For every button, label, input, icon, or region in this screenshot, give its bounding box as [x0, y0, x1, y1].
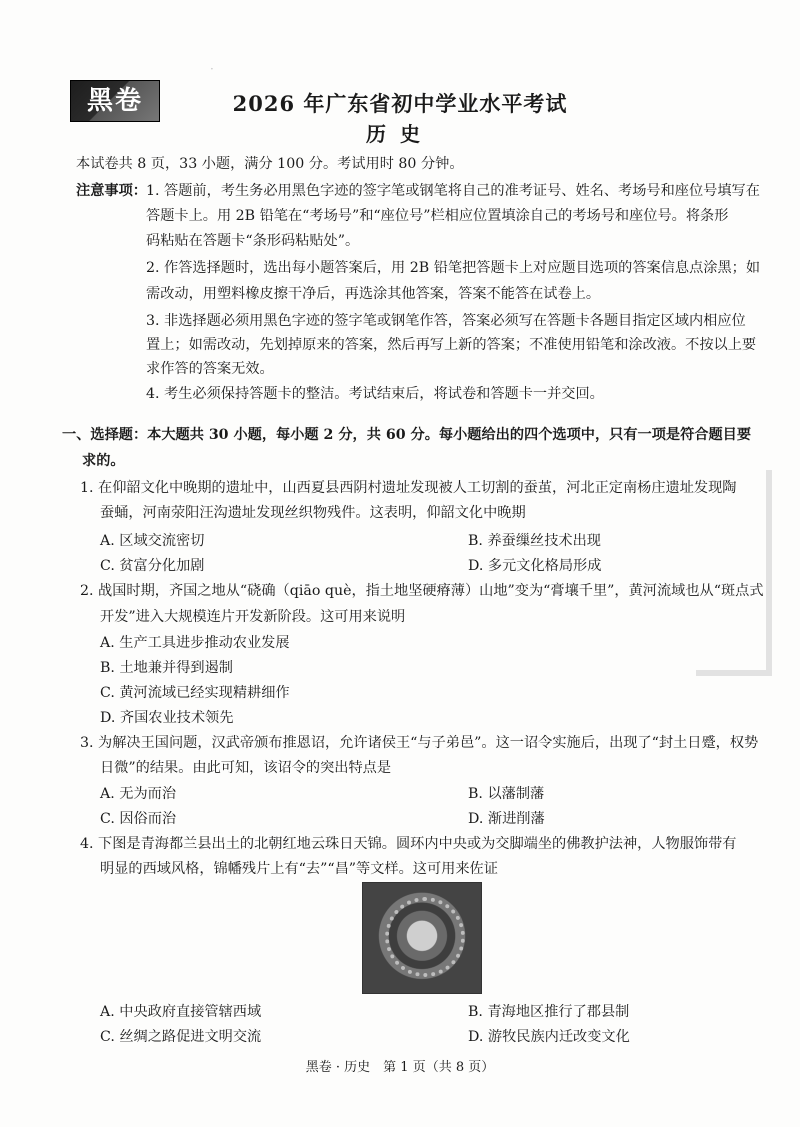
option-b: B. 以藩制藩 [468, 786, 545, 802]
notice-line: 2. 作答选择题时，选出每小题答案后，用 2B 铅笔把答题卡上对应题目选项的答案信息点涂黑；如 [146, 260, 761, 276]
option-c: C. 黄河流域已经实现精耕细作 [100, 685, 290, 701]
option-a: A. 中央政府直接管辖西域 [100, 1004, 262, 1020]
notice-line: 需改动，用塑料橡皮擦干净后，再选涂其他答案，答案不能答在试卷上。 [146, 286, 601, 302]
section-heading-cont: 求的。 [82, 453, 125, 469]
option-d: D. 齐国农业技术领先 [100, 710, 234, 726]
option-c: C. 贫富分化加剧 [100, 558, 205, 574]
question-stem: 1. 在仰韶文化中晚期的遗址中，山西夏县西阴村遗址发现被人工切割的蚕茧，河北正定南杨庄遗址发现陶 [80, 480, 737, 496]
intro-text: 本试卷共 8 页，33 小题，满分 100 分。考试用时 80 分钟。 [76, 156, 464, 172]
heijuan-badge: 黑卷 [70, 80, 160, 122]
notice-line: 3. 非选择题必须用黑色字迹的签字笔或钢笔作答，答案必须写在答题卡各题目指定区域内相应位 [146, 313, 746, 329]
question-stem: 开发”进入大规模连片开发新阶段。这可用来说明 [100, 609, 406, 625]
section-heading: 一、选择题：本大题共 30 小题，每小题 2 分，共 60 分。每小题给出的四个选项中，只有一项是符合题目要 [62, 427, 752, 443]
notice-label: 注意事项： [76, 183, 147, 199]
question-stem: 蚕蛹，河南荥阳汪沟遗址发现丝织物残件。这表明，仰韶文化中晚期 [100, 505, 526, 521]
option-b: B. 土地兼并得到遏制 [100, 660, 233, 676]
question-stem: 2. 战国时期，齐国之地从“硗确（qiāo què，指土地坚硬瘠薄）山地”变为“膏壤千里”，黄河流域也从“斑点式 [80, 583, 764, 599]
notice-line: 4. 考生必须保持答题卡的整洁。考试结束后，将试卷和答题卡一并交回。 [146, 386, 604, 402]
option-c: C. 因俗而治 [100, 811, 177, 827]
brocade-photo [362, 882, 482, 994]
question-stem: 3. 为解决王国问题，汉武帝颁布推恩诏，允许诸侯王“与子弟邑”。这一诏令实施后，出现了“封土日蹙，权势 [80, 735, 759, 751]
subject-title: 历史 [366, 122, 434, 146]
notice-line: 码粘贴在答题卡“条形码粘贴处”。 [146, 233, 360, 249]
option-d: D. 渐进削藩 [468, 811, 545, 827]
decorative-bracket [696, 470, 772, 676]
notice-line: 置上；如需改动，先划掉原来的答案，然后再写上新的答案；不准使用铅笔和涂改液。不按以上要 [146, 337, 757, 353]
option-b: B. 青海地区推行了郡县制 [468, 1004, 630, 1020]
option-c: C. 丝绸之路促进文明交流 [100, 1029, 262, 1045]
bleed-through-text: · [210, 62, 214, 76]
question-stem: 4. 下图是青海都兰县出土的北朝红地云珠日天锦。圆环内中央或为交脚端坐的佛教护法神，人物服饰带有 [80, 836, 737, 852]
option-d: D. 游牧民族内迁改变文化 [468, 1029, 630, 1045]
brocade-ring-pattern [385, 897, 465, 977]
exam-title: 2026 年广东省初中学业水平考试 [232, 91, 568, 116]
question-stem: 明显的西域风格，锦幡残片上有“去”“昌”等文样。这可用来佐证 [100, 861, 498, 877]
notice-line: 1. 答题前，考生务必用黑色字迹的签字笔或钢笔将自己的准考证号、姓名、考场号和座位号填写在 [146, 183, 760, 199]
page-footer: 黑卷 · 历史 第 1 页（共 8 页） [305, 1060, 495, 1075]
notice-line: 求作答的答案无效。 [146, 361, 274, 377]
option-a: A. 生产工具进步推动农业发展 [100, 635, 290, 651]
option-d: D. 多元文化格局形成 [468, 558, 602, 574]
question-stem: 日微”的结果。由此可知，该诏令的突出特点是 [100, 760, 392, 776]
option-a: A. 区域交流密切 [100, 533, 205, 549]
notice-line: 答题卡上。用 2B 铅笔在“考场号”和“座位号”栏相应位置填涂自己的考场号和座位号。将条形 [146, 208, 729, 224]
option-b: B. 养蚕缫丝技术出现 [468, 533, 601, 549]
option-a: A. 无为而治 [100, 786, 177, 802]
